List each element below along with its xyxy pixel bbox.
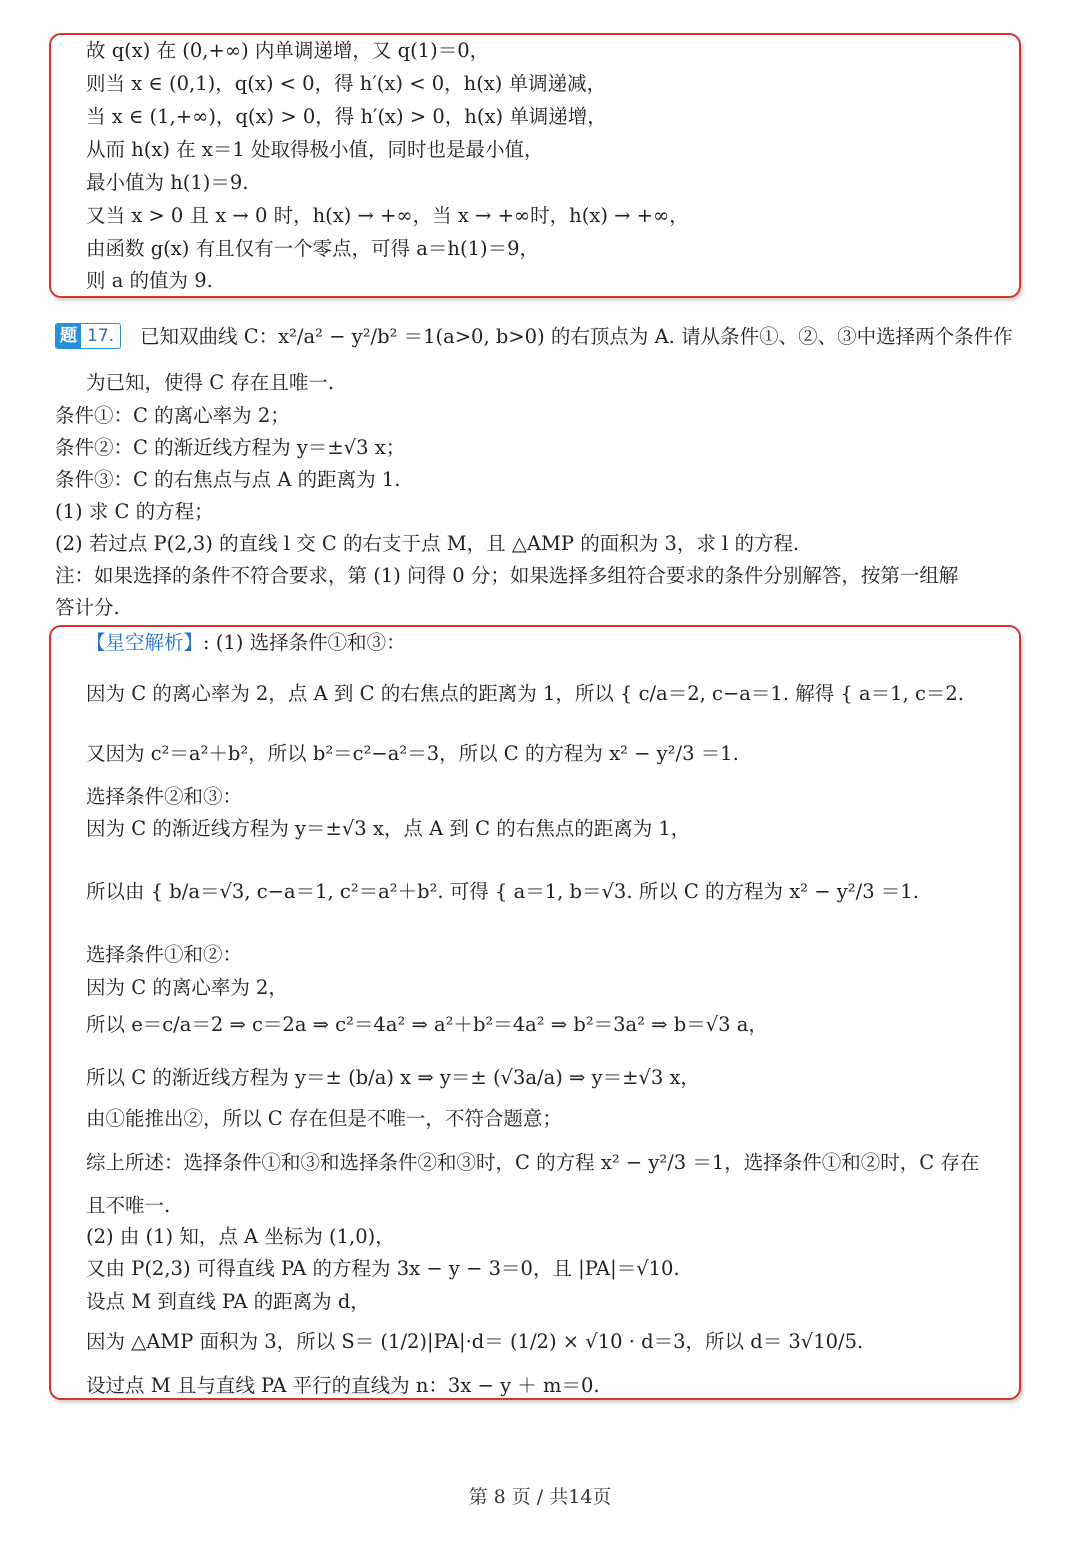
text-line: 所以 e＝c/a＝2 ⇒ c＝2a ⇒ c²＝4a² ⇒ a²＋b²＝4a² ⇒ b²＝3a² ⇒ b＝√3 a， bbox=[86, 1013, 768, 1036]
text-line: 则 a 的值为 9. bbox=[86, 269, 213, 292]
condition-3: 条件③：C 的右焦点与点 A 的距离为 1. bbox=[55, 468, 401, 491]
text-line: 设过点 M 且与直线 PA 平行的直线为 n：3x − y ＋ m＝0. bbox=[86, 1374, 600, 1397]
question-1: (1) 求 C 的方程； bbox=[55, 500, 214, 523]
problem-stem-cont: 为已知，使得 C 存在且唯一. bbox=[86, 371, 335, 394]
text-line: 又因为 c²＝a²＋b²，所以 b²＝c²−a²＝3，所以 C 的方程为 x² − y²/3 ＝1. bbox=[86, 742, 739, 765]
text-line: 从而 h(x) 在 x＝1 处取得极小值，同时也是最小值， bbox=[86, 138, 544, 161]
text-line: 因为 C 的离心率为 2，点 A 到 C 的右焦点的距离为 1，所以 { c/a＝2, c−a＝1. 解得 { a＝1, c＝2. bbox=[86, 682, 964, 705]
problem-number-tag bbox=[55, 323, 121, 349]
text-line: 则当 x ∈ (0,1)，q(x) < 0，得 h′(x) < 0，h(x) 单调递减， bbox=[86, 72, 607, 95]
text-line: 又当 x > 0 且 x → 0 时，h(x) → +∞，当 x → +∞时，h(x) → +∞， bbox=[86, 204, 689, 227]
text-line: 设点 M 到直线 PA 的距离为 d， bbox=[86, 1290, 370, 1313]
text-line: 且不唯一. bbox=[86, 1194, 171, 1217]
solution-header: 【星空解析】 bbox=[86, 631, 204, 654]
problem-stem: 已知双曲线 C：x²/a² − y²/b² ＝1(a>0, b>0) 的右顶点为 A. 请从条件①、②、③中选择两个条件作 bbox=[140, 325, 1013, 348]
text-line: 所以由 { b/a＝√3, c−a＝1, c²＝a²＋b². 可得 { a＝1, b＝√3. 所以 C 的方程为 x² − y²/3 ＝1. bbox=[86, 880, 919, 903]
text-line: 由①能推出②，所以 C 存在但是不唯一，不符合题意； bbox=[86, 1107, 562, 1130]
text-line: 选择条件①和②： bbox=[86, 943, 243, 966]
page-footer: 第 8 页 / 共14页 bbox=[468, 1486, 612, 1508]
problem-tag-label: 题 bbox=[56, 324, 81, 348]
text-line: 因为 C 的渐近线方程为 y＝±√3 x，点 A 到 C 的右焦点的距离为 1， bbox=[86, 817, 691, 840]
text-line: 当 x ∈ (1,+∞)，q(x) > 0，得 h′(x) > 0，h(x) 单调递增， bbox=[86, 105, 607, 128]
note-cont: 答计分. bbox=[55, 596, 120, 619]
text-line: 所以 C 的渐近线方程为 y＝± (b/a) x ⇒ y＝± (√3a/a) ⇒ y＝±√3 x， bbox=[86, 1066, 700, 1089]
condition-1: 条件①：C 的离心率为 2； bbox=[55, 404, 290, 427]
text-line: 选择条件②和③： bbox=[86, 785, 243, 808]
text-line: 因为 △AMP 面积为 3，所以 S＝ (1/2)|PA|·d＝ (1/2) × √10 · d＝3，所以 d＝ 3√10/5. bbox=[86, 1330, 864, 1353]
text-line: 综上所述：选择条件①和③和选择条件②和③时，C 的方程 x² − y²/3 ＝1，选择条件①和②时，C 存在 bbox=[86, 1151, 980, 1174]
note: 注：如果选择的条件不符合要求，第 (1) 问得 0 分；如果选择多组符合要求的条件分别解答，按第一组解 bbox=[55, 564, 959, 587]
text-line: 最小值为 h(1)＝9. bbox=[86, 171, 249, 194]
question-2: (2) 若过点 P(2,3) 的直线 l 交 C 的右支于点 M，且 △AMP 的面积为 3，求 l 的方程. bbox=[55, 532, 800, 555]
text-line: (2) 由 (1) 知，点 A 坐标为 (1,0)， bbox=[86, 1225, 395, 1248]
solution-header-rest: : (1) 选择条件①和③： bbox=[203, 631, 406, 654]
text-line: 又由 P(2,3) 可得直线 PA 的方程为 3x − y − 3＝0，且 |PA|＝√10. bbox=[86, 1257, 680, 1280]
text-line: 故 q(x) 在 (0,+∞) 内单调递增，又 q(1)＝0， bbox=[86, 39, 490, 62]
solution-header-line bbox=[86, 632, 406, 654]
condition-2: 条件②：C 的渐近线方程为 y＝±√3 x； bbox=[55, 436, 406, 459]
problem-tag-number: 17. bbox=[87, 326, 115, 346]
text-line: 因为 C 的离心率为 2， bbox=[86, 976, 288, 999]
text-line: 由函数 g(x) 有且仅有一个零点，可得 a＝h(1)＝9， bbox=[86, 237, 540, 260]
